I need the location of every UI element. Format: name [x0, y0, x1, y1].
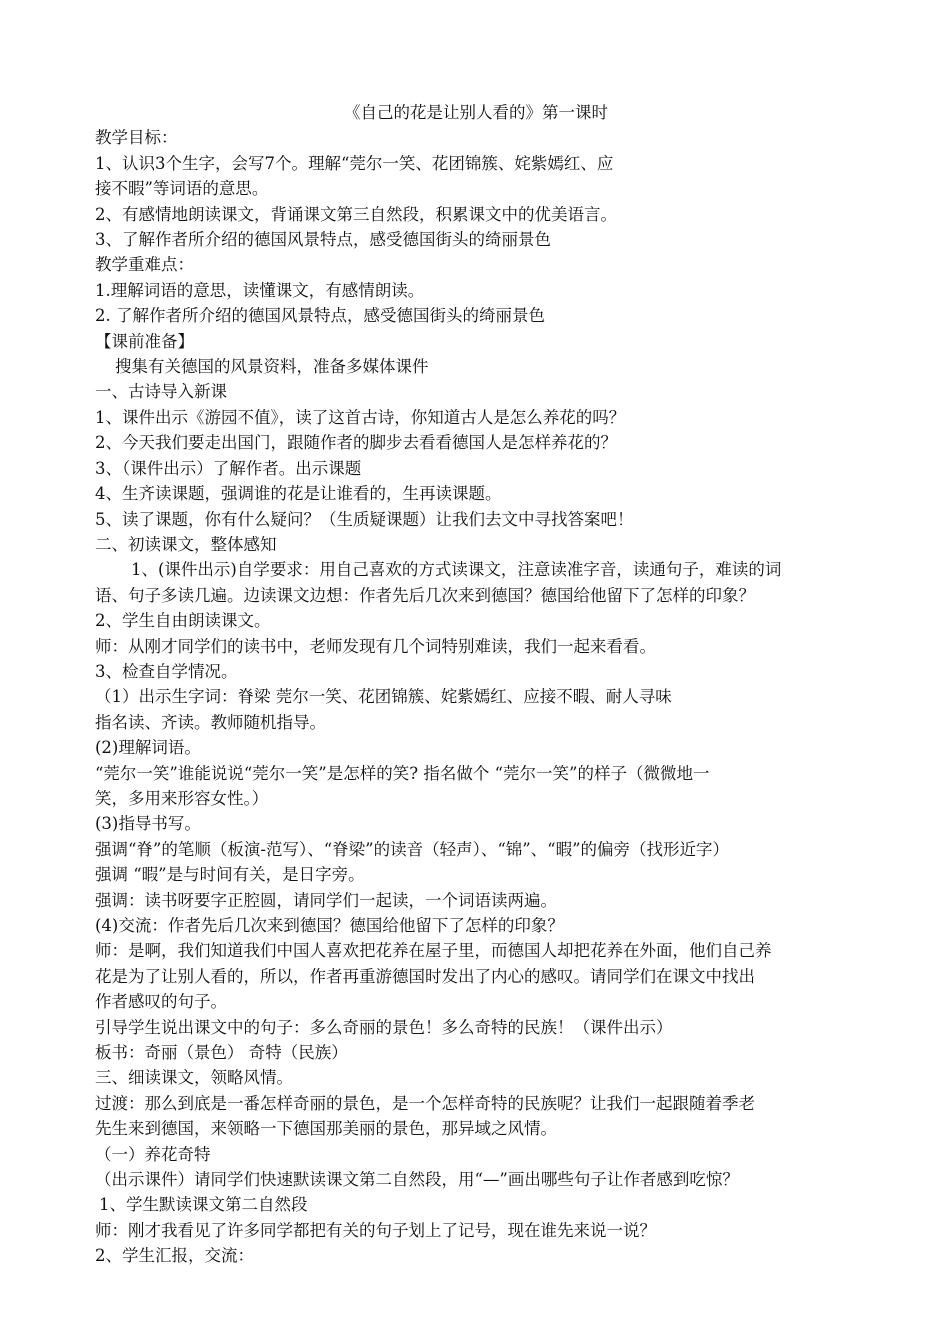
text-line: 3、（课件出示）了解作者。出示课题 — [95, 458, 362, 478]
text-line: 搜集有关德国的风景资料，准备多媒体课件 — [115, 357, 429, 377]
text-line: 强调“脊”的笔顺（板演-范写）、“脊梁”的读音（轻声）、“锦”、“暇”的偏旁（找形近字） — [95, 839, 730, 859]
document-title: 《自己的花是让别人看的》第一课时 — [344, 103, 608, 122]
text-line: (2)理解词语。 — [95, 738, 201, 758]
text-line: 引导学生说出课文中的句子：多么奇丽的景色！多么奇特的民族！（课件出示） — [95, 1017, 673, 1037]
text-line: 1、(课件出示)自学要求：用自己喜欢的方式读课文，注意读准字音，读通句子，难读的词 — [131, 560, 782, 580]
text-line: 2、有感情地朗读课文，背诵课文第三自然段，积累课文中的优美语言。 — [95, 204, 617, 224]
text-line: 1、学生默读课文第二自然段 — [99, 1195, 308, 1215]
text-line: 1.理解词语的意思，读懂课文，有感情朗读。 — [95, 280, 425, 300]
text-line: 过渡：那么到底是一番怎样奇丽的景色，是一个怎样奇特的民族呢？让我们一起跟随着季老 — [95, 1093, 755, 1113]
text-line: 3、了解作者所介绍的德国风景特点，感受德国街头的绮丽景色 — [95, 230, 551, 250]
section-heading: 一、古诗导入新课 — [95, 382, 227, 402]
text-line: 3、检查自学情况。 — [95, 661, 238, 681]
text-line: 板书：奇丽（景色） 奇特（民族） — [95, 1043, 348, 1063]
text-line: 师：是啊，我们知道我们中国人喜欢把花养在屋子里，而德国人却把花养在外面，他们自己养 — [95, 941, 772, 961]
document-page — [95, 100, 857, 1269]
text-line: 1、认识3个生字，会写7个。理解“莞尔一笑、花团锦簇、姹紫嫣红、应 — [95, 153, 614, 173]
section-heading: 教学目标： — [95, 128, 178, 148]
text-line: 语、句子多读几遍。边读课文边想：作者先后几次来到德国？德国给他留下了怎样的印象？ — [95, 585, 755, 605]
text-line: “莞尔一笑”谁能说说“莞尔一笑”是怎样的笑? 指名做个 “莞尔一笑”的样子（微微地一 — [95, 763, 710, 783]
section-heading: 二、初读课文，整体感知 — [95, 534, 277, 554]
text-line: (4)交流：作者先后几次来到德国？德国给他留下了怎样的印象？ — [95, 916, 564, 935]
section-heading: 【课前准备】 — [95, 331, 194, 351]
text-line: 接不暇”等词语的意思。 — [95, 179, 269, 199]
text-line: 师：从刚才同学们的读书中，老师发现有几个词特别难读，我们一起来看看。 — [95, 636, 656, 656]
text-line: (3)指导书写。 — [95, 814, 201, 834]
text-line: 4、生齐读课题，强调谁的花是让谁看的，生再读课题。 — [95, 484, 502, 504]
text-line: 笑，多用来形容女性。） — [95, 788, 269, 808]
text-line: 1、课件出示《游园不值》，读了这首古诗，你知道古人是怎么养花的吗？ — [95, 407, 626, 427]
section-heading: 教学重难点： — [95, 255, 194, 275]
section-heading: 三、细读课文，领略风情。 — [95, 1068, 293, 1088]
text-line: 指名读、齐读。教师随机指导。 — [95, 712, 326, 732]
text-line: 强调 “暇”是与时间有关，是日字旁。 — [95, 865, 365, 885]
text-line: 师：刚才我看见了许多同学都把有关的句子划上了记号，现在谁先来说一说？ — [95, 1220, 656, 1240]
text-line: （出示课件）请同学们快速默读课文第二自然段，用“—”画出哪些句子让作者感到吃惊？ — [95, 1170, 739, 1190]
text-line: 2、学生汇报，交流： — [95, 1246, 254, 1266]
text-line: 强调：读书呀要字正腔圆，请同学们一起读，一个词语读两遍。 — [95, 890, 557, 910]
text-line: 5、读了课题，你有什么疑问？（生质疑课题）让我们去文中寻找答案吧！ — [95, 509, 634, 529]
text-line: 作者感叹的句子。 — [95, 992, 227, 1012]
subsection-heading: （一）养花奇特 — [95, 1144, 211, 1164]
text-line: 2. 了解作者所介绍的德国风景特点，感受德国街头的绮丽景色 — [95, 306, 545, 326]
text-line: 2、今天我们要走出国门，跟随作者的脚步去看看德国人是怎样养花的？ — [95, 433, 617, 453]
text-line: （1）出示生字词：脊梁 莞尔一笑、花团锦簇、姹紫嫣红、应接不暇、耐人寻味 — [95, 687, 672, 707]
text-line: 2、学生自由朗读课文。 — [95, 611, 271, 631]
text-line: 花是为了让别人看的，所以，作者再重游德国时发出了内心的感叹。请同学们在课文中找出 — [95, 966, 755, 986]
text-line: 先生来到德国，来领略一下德国那美丽的景色，那异域之风情。 — [95, 1119, 557, 1139]
